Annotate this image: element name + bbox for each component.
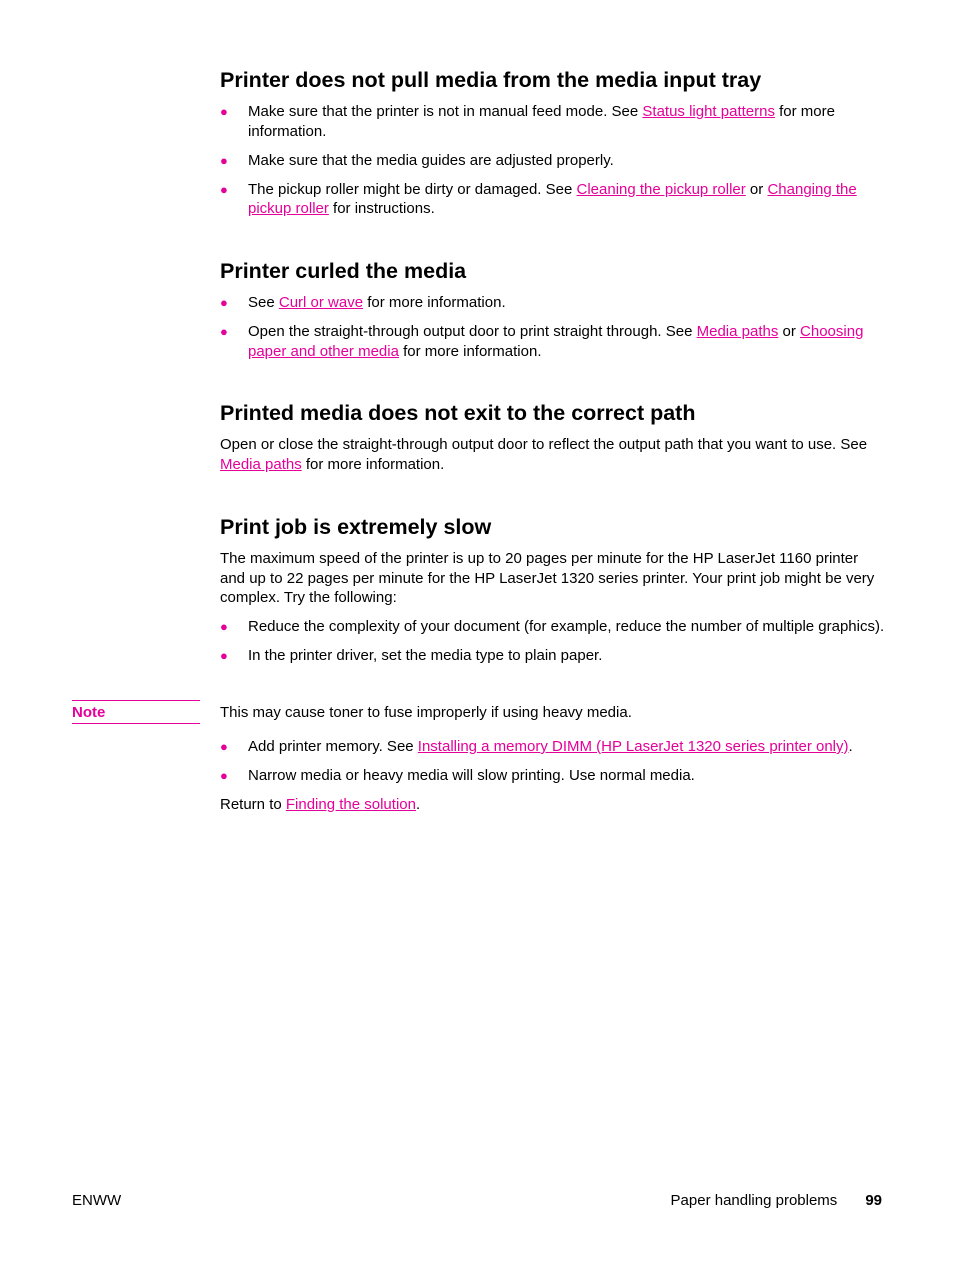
bullet-icon: ● bbox=[220, 324, 228, 339]
text-run: Return to bbox=[220, 796, 286, 813]
footer-section-title: Paper handling problems bbox=[670, 1192, 838, 1209]
list-item bbox=[220, 617, 885, 637]
text-run: or bbox=[745, 180, 768, 198]
bullet-icon: ● bbox=[220, 768, 228, 783]
bullet-icon: ● bbox=[220, 181, 228, 197]
section-curled-media bbox=[220, 257, 885, 371]
text-run: Open or close the straight-through output door to reflect the output path that you want to use. See bbox=[220, 436, 868, 453]
list-item bbox=[220, 322, 885, 361]
list-item bbox=[220, 102, 885, 141]
section-heading: Printer does not pull media from the media input tray bbox=[220, 68, 762, 92]
text-run: Make sure that the media guides are adjusted properly. bbox=[248, 151, 614, 169]
section-heading: Print job is extremely slow bbox=[220, 515, 492, 539]
text-run: Make sure that the printer is not in manual feed mode. See bbox=[248, 103, 643, 120]
list-item bbox=[220, 646, 885, 666]
cross-reference-link[interactable]: Finding the solution bbox=[285, 796, 416, 813]
cross-reference-link[interactable]: Choosing paper and other media bbox=[248, 323, 864, 360]
text-run: Narrow media or heavy media will slow printing. Use normal media. bbox=[248, 767, 695, 784]
text-run: Open the straight-through output door to print straight through. See bbox=[248, 323, 697, 340]
text-run: . bbox=[848, 738, 853, 755]
text-run: Add printer memory. See bbox=[248, 738, 418, 755]
text-run: for more information. bbox=[363, 294, 506, 311]
section-exit-path bbox=[220, 399, 885, 474]
text-run: for more information. bbox=[398, 342, 542, 360]
text-run: The pickup roller might be dirty or damaged. See bbox=[248, 180, 577, 198]
return-line bbox=[220, 795, 885, 815]
text-run: The maximum speed of the printer is up to 20 pages per minute for the HP LaserJet 1160 printer and up to 22 pages per minute for the HP LaserJet 1320 series printer. Your print job might be very complex. Try the following: bbox=[220, 550, 875, 606]
bullet-list bbox=[220, 102, 885, 219]
list-item bbox=[220, 766, 885, 786]
list-item bbox=[220, 180, 885, 219]
section-pull-media bbox=[220, 66, 885, 228]
cross-reference-link[interactable]: Curl or wave bbox=[278, 294, 364, 311]
text-run: for instructions. bbox=[328, 200, 435, 217]
section-heading: Printed media does not exit to the correct path bbox=[220, 401, 696, 425]
page-number: 99 bbox=[865, 1192, 882, 1209]
list-item bbox=[220, 151, 885, 171]
text-run: See bbox=[248, 294, 279, 311]
cross-reference-link[interactable]: Media paths bbox=[696, 323, 779, 340]
list-item bbox=[220, 737, 885, 757]
cross-reference-link[interactable]: Changing the pickup roller bbox=[248, 180, 857, 217]
text-run: Reduce the complexity of your document (for example, reduce the number of multiple graphics). bbox=[248, 618, 885, 635]
bullet-icon: ● bbox=[220, 295, 228, 310]
bullet-list bbox=[220, 293, 885, 361]
bullet-icon: ● bbox=[220, 619, 228, 634]
note-text: This may cause toner to fuse improperly if using heavy media. bbox=[220, 704, 632, 721]
bullet-icon: ● bbox=[220, 152, 228, 168]
text-run: for more information. bbox=[248, 103, 835, 140]
paragraph bbox=[220, 435, 885, 474]
cross-reference-link[interactable]: Media paths bbox=[220, 455, 302, 473]
after-note-block bbox=[220, 737, 885, 815]
bullet-list bbox=[220, 617, 885, 666]
bullet-icon: ● bbox=[220, 104, 228, 119]
cross-reference-link[interactable]: Installing a memory DIMM (HP LaserJet 1320 series printer only) bbox=[417, 738, 849, 755]
footer-left: ENWW bbox=[72, 1192, 122, 1209]
bullet-icon: ● bbox=[220, 648, 228, 663]
text-run: . bbox=[415, 796, 421, 813]
footer-right bbox=[671, 1192, 882, 1209]
cross-reference-link[interactable]: Status light patterns bbox=[642, 103, 775, 120]
text-run: for more information. bbox=[301, 455, 445, 473]
cross-reference-link[interactable]: Cleaning the pickup roller bbox=[576, 180, 746, 198]
section-slow-print bbox=[220, 513, 885, 675]
text-run: In the printer driver, set the media type to plain paper. bbox=[248, 647, 603, 664]
bullet-icon: ● bbox=[220, 739, 228, 754]
note-label: Note bbox=[72, 700, 200, 724]
paragraph bbox=[220, 549, 885, 608]
section-heading: Printer curled the media bbox=[220, 259, 467, 283]
bullet-list bbox=[220, 737, 885, 786]
text-run: or bbox=[778, 323, 801, 340]
list-item bbox=[220, 293, 885, 313]
